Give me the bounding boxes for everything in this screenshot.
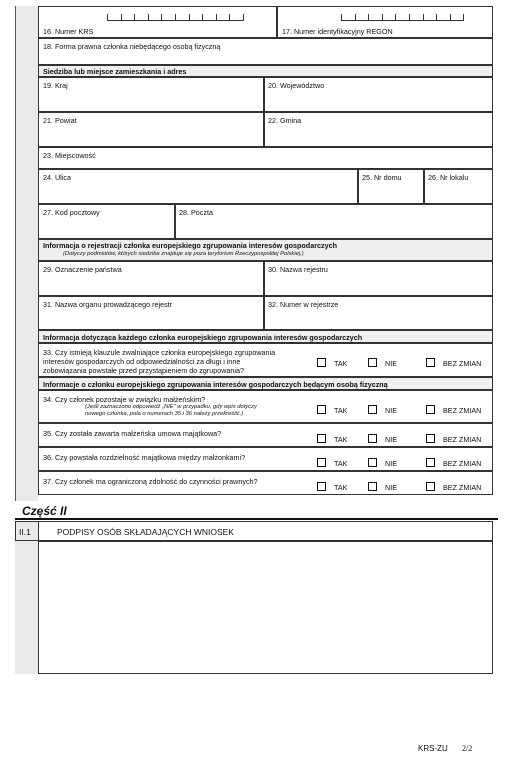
- q35-bez-zmian-label: BEZ ZMIAN: [443, 435, 482, 444]
- q34-bez-zmian-checkbox[interactable]: [426, 405, 435, 414]
- q35-tak-checkbox[interactable]: [317, 434, 326, 443]
- q37-bez-zmian-label: BEZ ZMIAN: [443, 483, 482, 492]
- field-17-box[interactable]: [277, 6, 493, 38]
- field-24-label: 24. Ulica: [43, 173, 71, 182]
- field-16-box[interactable]: [38, 6, 277, 38]
- part-2-title: Część II: [22, 504, 67, 518]
- question-37-row: [38, 471, 493, 495]
- q36-nie-label: NIE: [385, 459, 397, 468]
- section-ii1-number: II.1: [19, 527, 31, 537]
- question-35-text: 35. Czy została zawarta małżeńska umowa majątkowa?: [43, 429, 222, 438]
- q34-tak-label: TAK: [334, 406, 348, 415]
- krs-digit-ticks: [107, 15, 244, 21]
- field-22-box[interactable]: [264, 112, 493, 147]
- section-header-rejestracja: [38, 239, 493, 261]
- q36-tak-checkbox[interactable]: [317, 458, 326, 467]
- section-ii1-header: [15, 521, 493, 541]
- field-19-label: 19. Kraj: [43, 81, 68, 90]
- field-23-label: 23. Miejscowość: [43, 151, 96, 160]
- q37-nie-checkbox[interactable]: [368, 482, 377, 491]
- q37-tak-label: TAK: [334, 483, 348, 492]
- field-20-label: 20. Województwo: [268, 81, 325, 90]
- field-27-label: 27. Kod pocztowy: [43, 208, 100, 217]
- field-31-box[interactable]: [38, 296, 264, 330]
- question-34-note-2: nowego członka, pola o numerach 35 i 36 należy przekreślić.): [85, 411, 244, 417]
- q33-nie-label: NIE: [385, 359, 397, 368]
- field-28-label: 28. Poczta: [179, 208, 213, 217]
- field-24-box[interactable]: [38, 169, 358, 204]
- q35-nie-checkbox[interactable]: [368, 434, 377, 443]
- regon-digit-ticks: [341, 15, 464, 21]
- field-30-label: 30. Nazwa rejestru: [268, 265, 328, 274]
- field-21-box[interactable]: [38, 112, 264, 147]
- section-ii1-title: PODPISY OSÓB SKŁADAJĄCYCH WNIOSEK: [57, 527, 234, 537]
- question-33-text-2: interesów gospodarczych od odpowiedzialności za długi i inne: [43, 357, 241, 366]
- field-26-box[interactable]: [424, 169, 493, 204]
- field-28-box[interactable]: [175, 204, 493, 239]
- question-34-text: 34. Czy członek pozostaje w związku małżeńskim?: [43, 395, 206, 404]
- section-header-rejestracja-note: (Dotyczy podmiotów, których siedziba znajduje się poza terytorium Rzeczypospolitej Polskiej.): [63, 251, 304, 257]
- section-header-kazdy: [38, 330, 493, 343]
- q33-bez-zmian-label: BEZ ZMIAN: [443, 359, 482, 368]
- section-header-siedziba: [38, 65, 493, 77]
- question-37-text: 37. Czy członek ma ograniczoną zdolność do czynności prawnych?: [43, 477, 258, 486]
- field-19-box[interactable]: [38, 77, 264, 112]
- part-2-rule: [15, 518, 498, 520]
- footer-page-number: 2/2: [462, 744, 473, 753]
- question-36-text: 36. Czy powstała rozdzielność majątkowa między małżonkami?: [43, 453, 246, 462]
- q33-nie-checkbox[interactable]: [368, 358, 377, 367]
- q35-bez-zmian-checkbox[interactable]: [426, 434, 435, 443]
- q36-bez-zmian-checkbox[interactable]: [426, 458, 435, 467]
- section-header-fizyczna-text: Informacje o członku europejskiego zgrupowania interesów gospodarczych będącym osobą fizyczną: [43, 380, 388, 389]
- question-33-text-3: zobowiązania powstałe przed przystąpieniem do zgrupowania?: [43, 366, 244, 375]
- field-31-label: 31. Nazwa organu prowadzącego rejestr: [43, 300, 173, 309]
- footer-form-code: KRS-ZU: [418, 744, 448, 753]
- field-27-box[interactable]: [38, 204, 175, 239]
- field-23-box[interactable]: [38, 147, 493, 169]
- left-margin-strip-2: [15, 521, 38, 674]
- field-22-label: 22. Gmina: [268, 116, 302, 125]
- q37-bez-zmian-checkbox[interactable]: [426, 482, 435, 491]
- field-16-label: 16. Numer KRS: [43, 27, 94, 36]
- q34-bez-zmian-label: BEZ ZMIAN: [443, 406, 482, 415]
- q37-nie-label: NIE: [385, 483, 397, 492]
- field-26-label: 26. Nr lokalu: [428, 173, 469, 182]
- question-33-row: [38, 343, 493, 377]
- section-header-siedziba-text: Siedziba lub miejsce zamieszkania i adres: [43, 67, 187, 76]
- q33-bez-zmian-checkbox[interactable]: [426, 358, 435, 367]
- q35-tak-label: TAK: [334, 435, 348, 444]
- field-18-box[interactable]: [38, 38, 493, 65]
- q33-tak-checkbox[interactable]: [317, 358, 326, 367]
- signatures-area[interactable]: [38, 541, 493, 674]
- q37-tak-checkbox[interactable]: [317, 482, 326, 491]
- section-header-fizyczna: [38, 377, 493, 390]
- field-20-box[interactable]: [264, 77, 493, 112]
- field-17-label: 17. Numer identyfikacyjny REGON: [282, 27, 393, 36]
- field-32-box[interactable]: [264, 296, 493, 330]
- field-29-box[interactable]: [38, 261, 264, 296]
- question-34-note-1: (Jeśli zaznaczono odpowiedź „NIE" w przypadku, gdy wpis dotyczy: [85, 404, 257, 410]
- field-30-box[interactable]: [264, 261, 493, 296]
- field-18-label: 18. Forma prawna członka niebędącego osobą fizyczną: [43, 42, 221, 51]
- field-32-label: 32. Numer w rejestrze: [268, 300, 339, 309]
- question-34-row: [38, 390, 493, 423]
- field-25-label: 25. Nr domu: [362, 173, 402, 182]
- field-29-label: 29. Oznaczenie państwa: [43, 265, 122, 274]
- field-25-box[interactable]: [358, 169, 424, 204]
- question-35-row: [38, 423, 493, 447]
- field-21-label: 21. Powiat: [43, 116, 77, 125]
- question-33-text-1: 33. Czy istnieją klauzule zwalniające członka europejskiego zgrupowania: [43, 348, 276, 357]
- left-margin-strip: [15, 6, 38, 501]
- q34-nie-checkbox[interactable]: [368, 405, 377, 414]
- q36-bez-zmian-label: BEZ ZMIAN: [443, 459, 482, 468]
- q34-tak-checkbox[interactable]: [317, 405, 326, 414]
- q34-nie-label: NIE: [385, 406, 397, 415]
- section-header-rejestracja-text: Informacja o rejestracji członka europejskiego zgrupowania interesów gospodarczych: [43, 241, 337, 250]
- q36-nie-checkbox[interactable]: [368, 458, 377, 467]
- q33-tak-label: TAK: [334, 359, 348, 368]
- q35-nie-label: NIE: [385, 435, 397, 444]
- section-header-kazdy-text: Informacja dotycząca każdego członka europejskiego zgrupowania interesów gospodarczych: [43, 333, 363, 342]
- q36-tak-label: TAK: [334, 459, 348, 468]
- question-36-row: [38, 447, 493, 471]
